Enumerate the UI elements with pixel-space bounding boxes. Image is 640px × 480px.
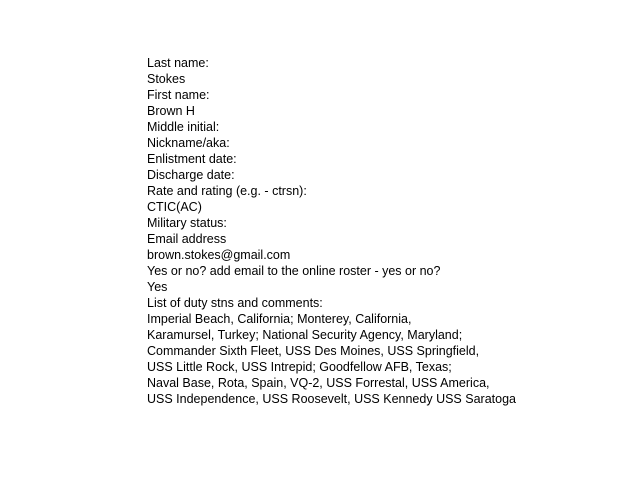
- last-name-value: Stokes: [147, 72, 186, 86]
- duty-station-line: Karamursel, Turkey; National Security Agency, Maryland;: [147, 328, 463, 342]
- email-label: Email address: [147, 232, 227, 246]
- duty-station-line: Commander Sixth Fleet, USS Des Moines, USS Springfield,: [147, 344, 480, 358]
- rate-label: Rate and rating (e.g. - ctrsn):: [147, 184, 307, 198]
- duty-station-line: Naval Base, Rota, Spain, VQ-2, USS Forrestal, USS America,: [147, 376, 490, 390]
- nickname-label: Nickname/aka:: [147, 136, 230, 150]
- military-status-label: Military status:: [147, 216, 227, 230]
- roster-question: Yes or no? add email to the online roster - yes or no?: [147, 264, 441, 278]
- first-name-label: First name:: [147, 88, 210, 102]
- rate-value: CTIC(AC): [147, 200, 202, 214]
- discharge-date-label: Discharge date:: [147, 168, 235, 182]
- first-name-value: Brown H: [147, 104, 195, 118]
- email-value: brown.stokes@gmail.com: [147, 248, 291, 262]
- enlistment-date-label: Enlistment date:: [147, 152, 237, 166]
- last-name-label: Last name:: [147, 56, 209, 70]
- duty-station-line: USS Little Rock, USS Intrepid; Goodfellow AFB, Texas;: [147, 360, 452, 374]
- middle-initial-label: Middle initial:: [147, 120, 220, 134]
- roster-answer: Yes: [147, 280, 168, 294]
- member-record: [147, 55, 627, 407]
- duty-station-line: Imperial Beach, California; Monterey, California,: [147, 312, 412, 326]
- duty-stations-label: List of duty stns and comments:: [147, 296, 323, 310]
- duty-station-line: USS Independence, USS Roosevelt, USS Kennedy USS Saratoga: [147, 392, 516, 406]
